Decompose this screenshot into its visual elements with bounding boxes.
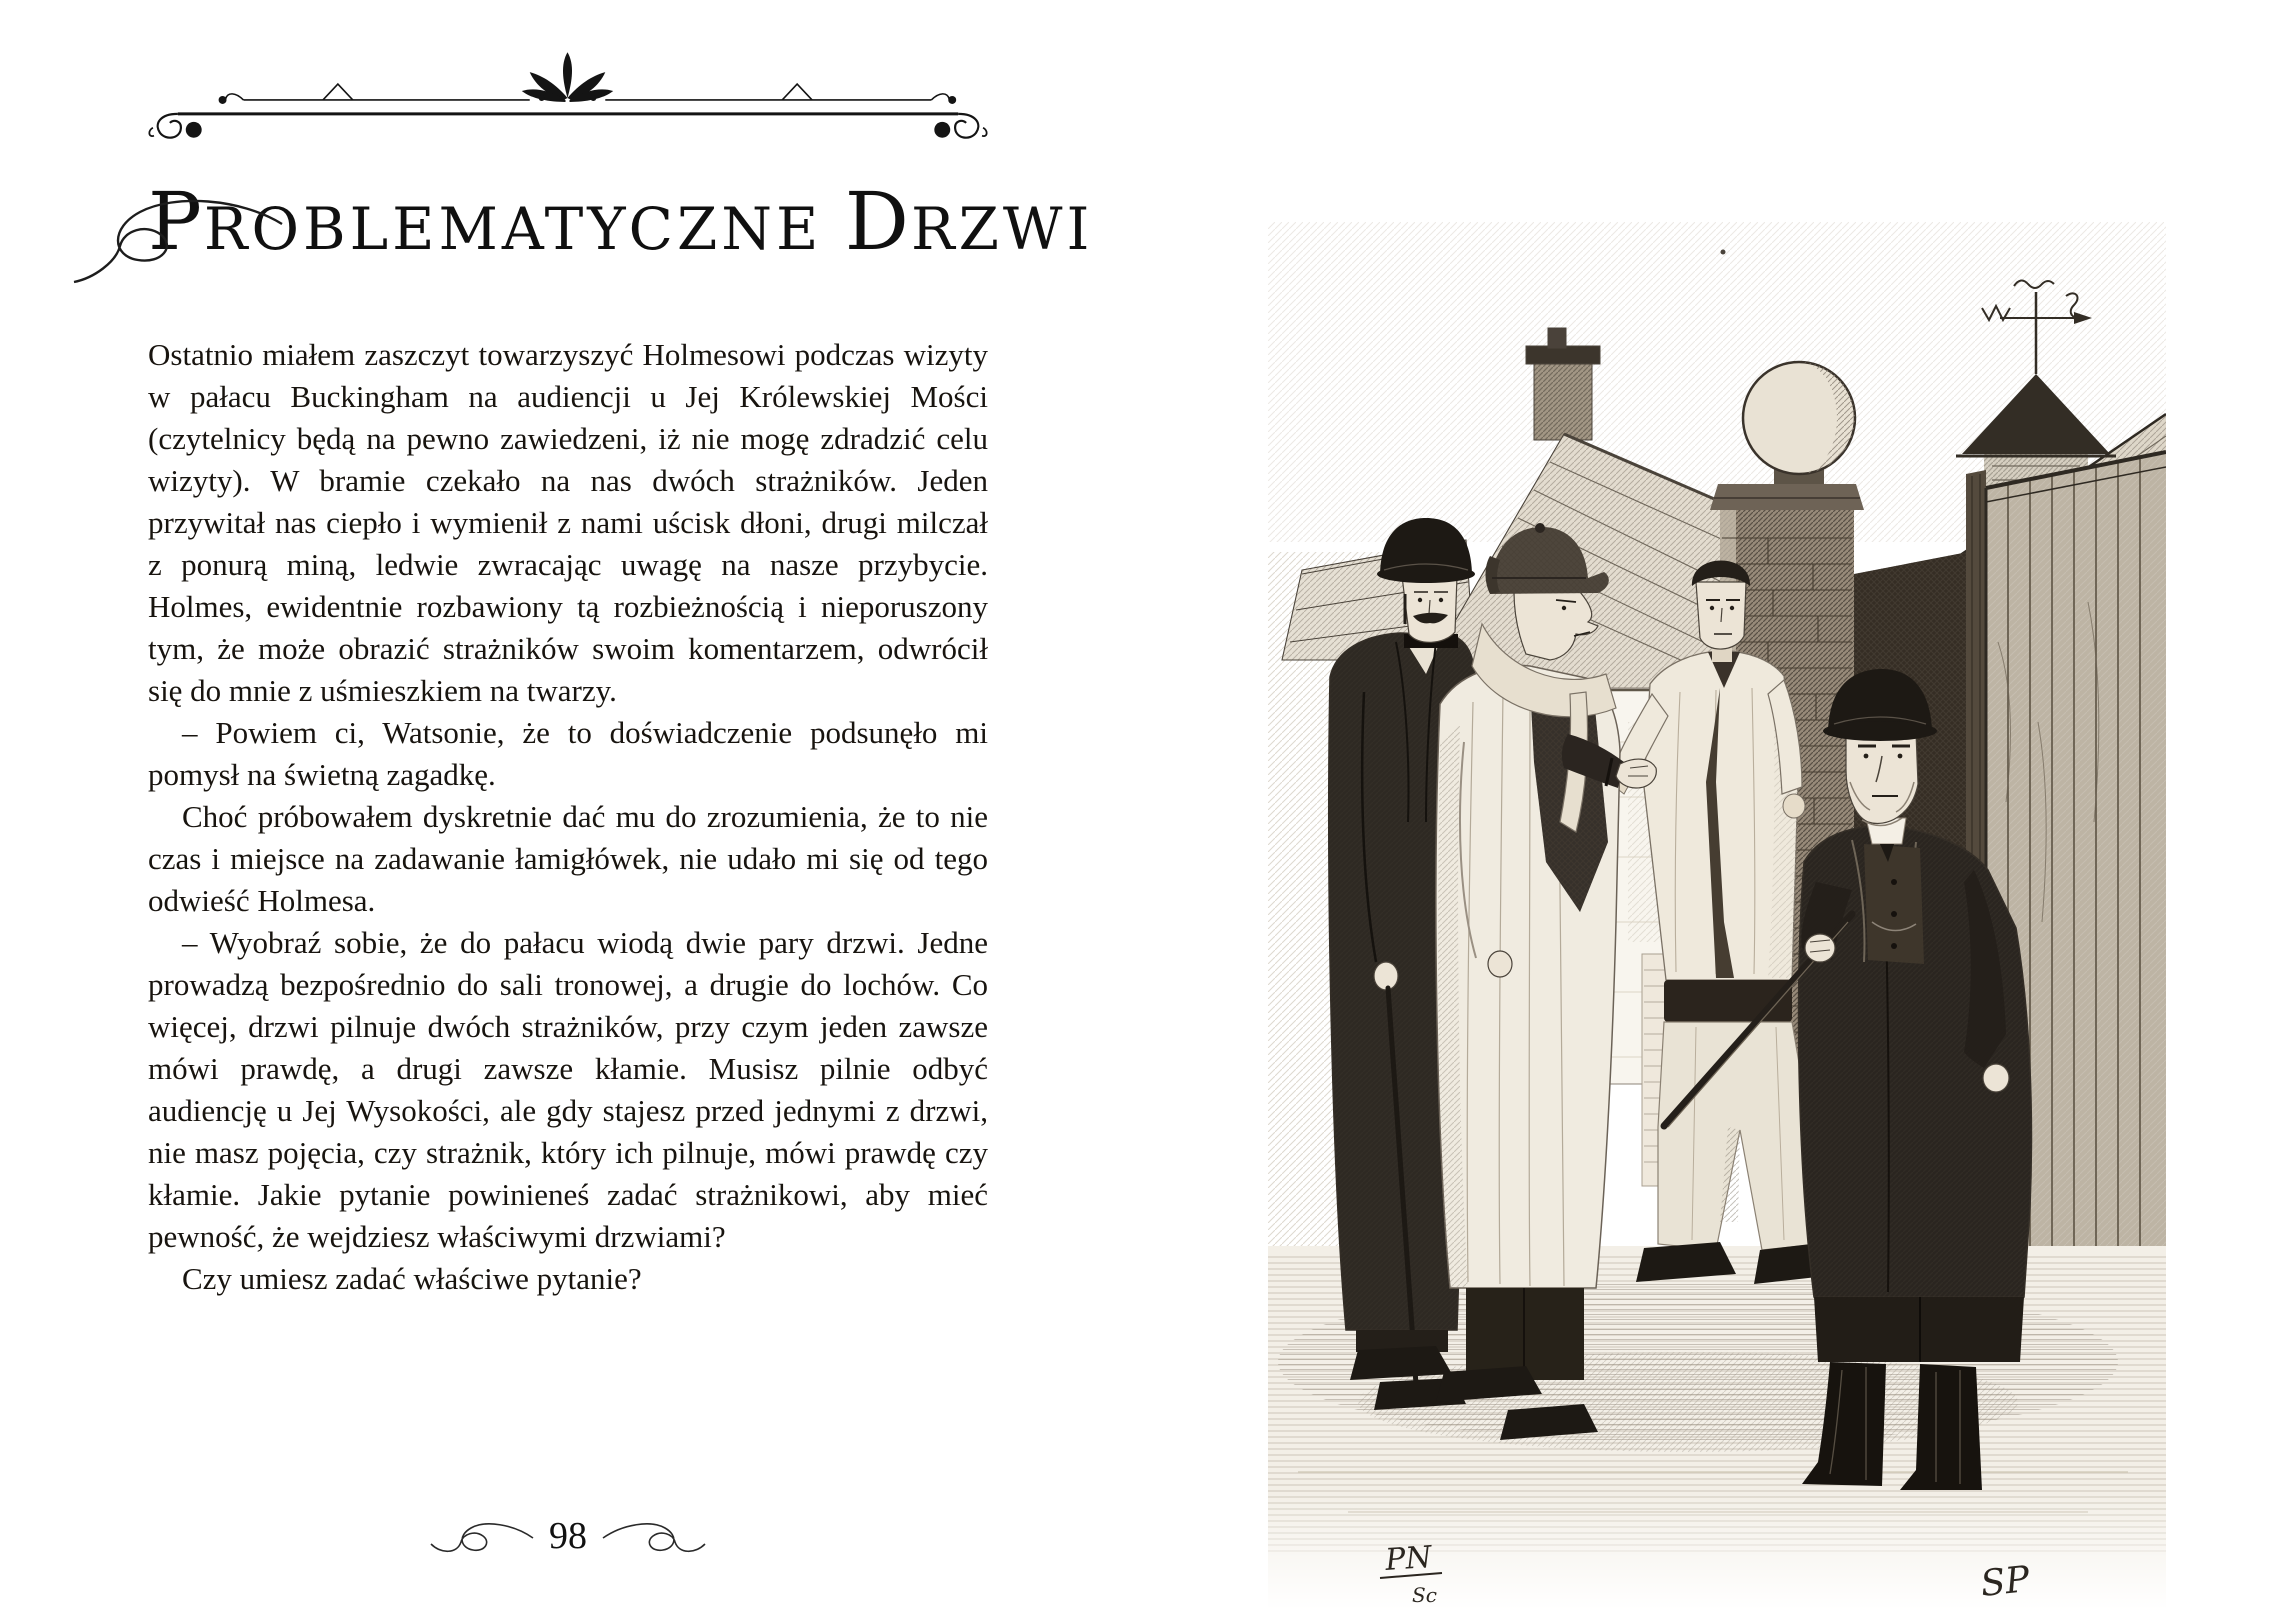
paragraph: – Powiem ci, Watsonie, że to doświadczenie podsunęło mi pomysł na świetną zagadkę.	[148, 715, 988, 792]
paragraph: Ostatnio miałem zaszczyt towarzyszyć Holmesowi podczas wizyty w pałacu Buckingham na audiencji u Jej Królewskiej Mości (czytelnicy będą na pewno zawiedzeni, iż nie mogę zdradzić celu wizyty). W bramie czekało na nas dwóch strażników. Jeden przywitał nas ciepło i wymienił z nami uścisk dłoni, drugi milczał z ponurą miną, ledwie zwracając uwagę na nasze przybycie. Holmes, ewidentnie rozbawiony tą rozbieżnością i nieporuszony tym, że może obrazić strażników swoim komentarzem, odwrócił się do mnie z uśmieszkiem na twarzy.	[148, 337, 988, 708]
pagenum-flourish-right-icon	[599, 1514, 711, 1558]
body-text	[148, 334, 988, 1300]
engraver-signature-suffix: Sc	[1412, 1583, 1437, 1607]
paragraph: – Wyobraź sobie, że do pałacu wiodą dwie pary drzwi. Jedne prowadzą bezpośrednio do sali tronowej, a drugie do lochów. Co więcej, drzwi pilnuje dwóch strażników, przy czym jeden zawsze mówi prawdę, a drugi zawsze kłamie. Musisz pilnie odbyć audiencję u Jej Wysokości, ale gdy stajesz przed jednymi z drzwi, nie masz pojęcia, czy strażnik, który ich pilnuje, mówi prawdę czy kłamie. Jakie pytanie powinieneś zadać strażnikowi, aby mieć pewność, że wejdziesz właściwymi drzwiami?	[148, 925, 988, 1254]
paragraph: Czy umiesz zadać właściwe pytanie?	[182, 1261, 642, 1296]
page-footer	[148, 1514, 988, 1558]
title-wrap	[148, 175, 1094, 268]
page-title	[148, 175, 1094, 268]
engraver-signature: PN	[1384, 1539, 1433, 1578]
title-rest-1: ROBLEMATYCZNE	[203, 195, 823, 263]
text-column	[148, 50, 1094, 1300]
illustration	[1268, 222, 2166, 1610]
page-number: 98	[549, 1515, 587, 1557]
title-rest-2: RZWI	[910, 195, 1094, 263]
title-space	[822, 195, 844, 263]
title-initial-2: D	[844, 175, 911, 268]
pagenum-flourish-left-icon	[425, 1514, 537, 1558]
paragraph: Choć próbowałem dyskretnie dać mu do zrozumienia, że to nie czas i miejsce na zadawanie łamigłówek, nie udało mi się od tego odwieść Holmesa.	[148, 799, 988, 918]
header-ornament-icon	[148, 50, 988, 142]
artist-signature: SP	[1978, 1559, 2032, 1605]
title-initial-1: P	[148, 175, 204, 268]
